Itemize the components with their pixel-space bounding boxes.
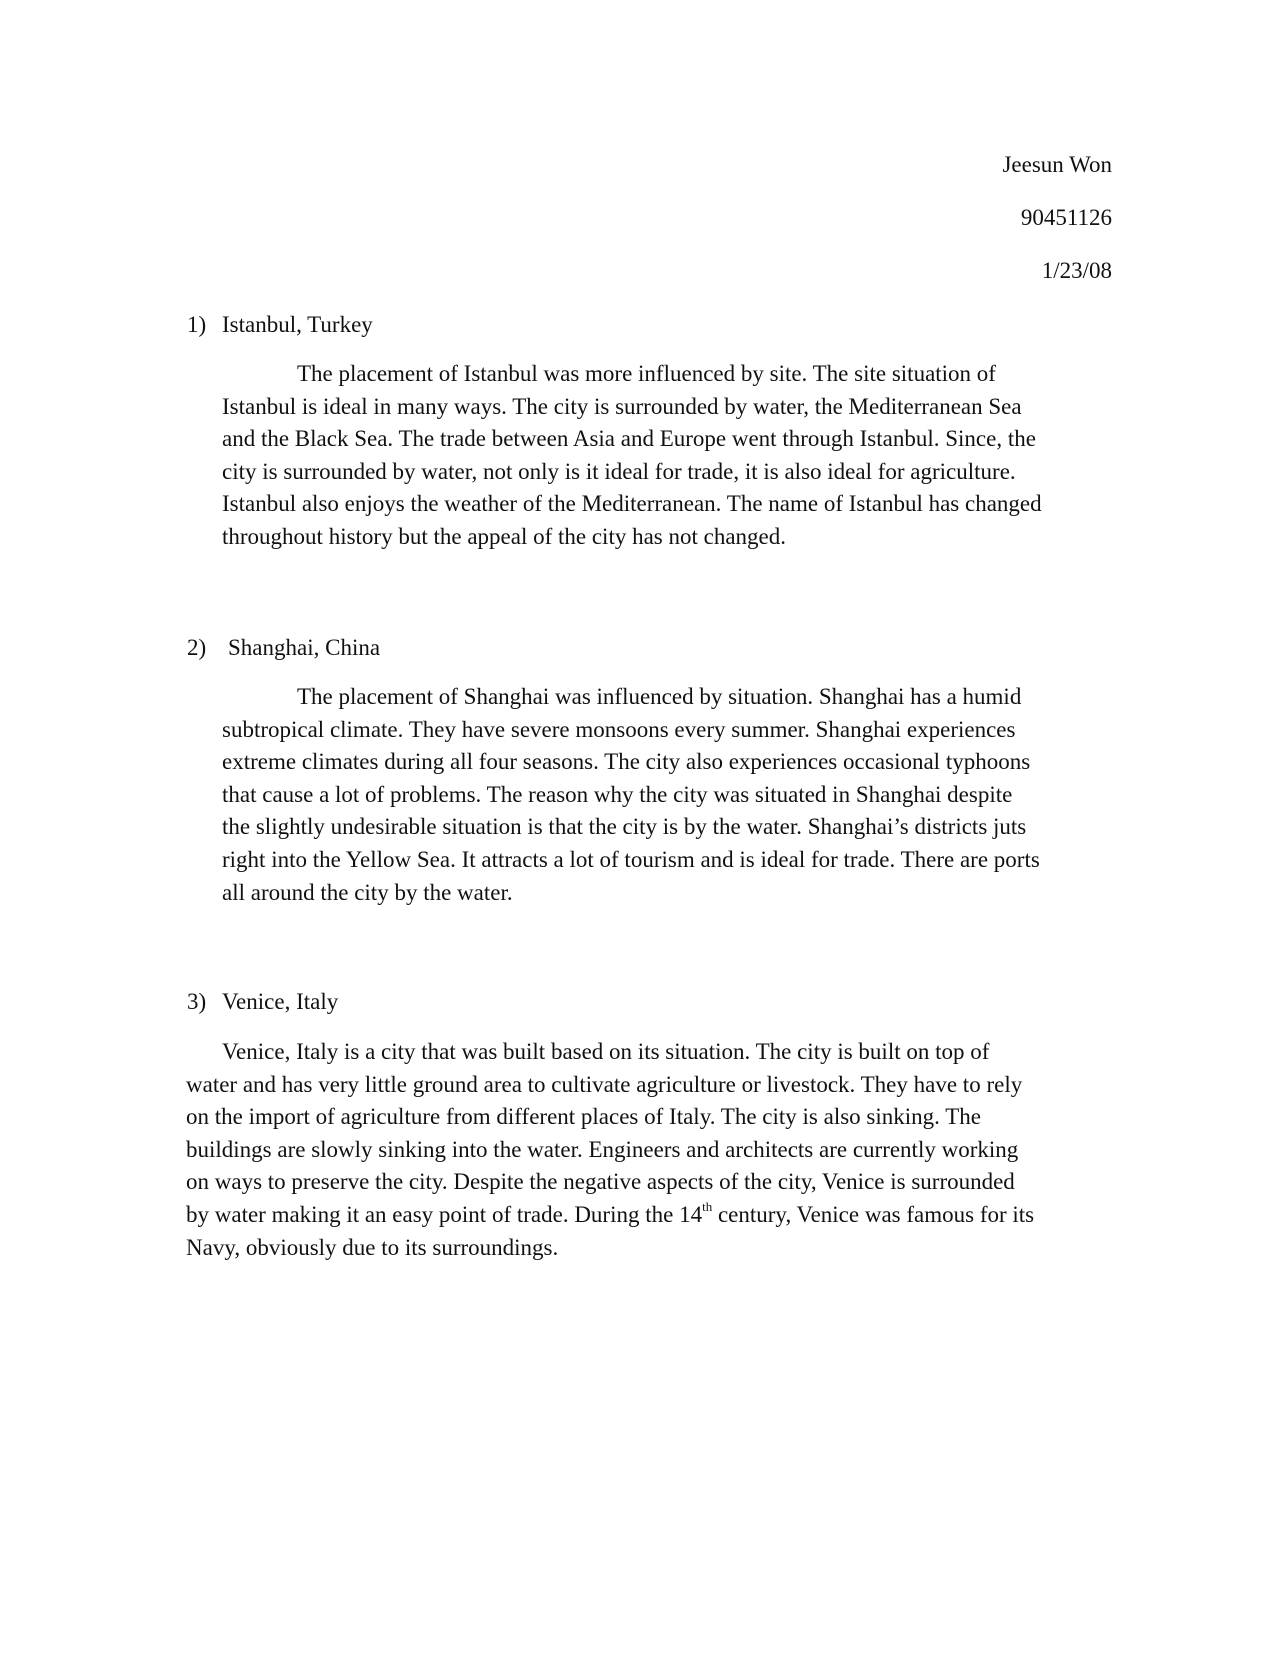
paragraph-line: and the Black Sea. The trade between Asia and Europe went through Istanbul. Since, the [222,426,1036,452]
section-2-number: 2) [187,635,207,660]
paragraph-line: subtropical climate. They have severe monsoons every summer. Shanghai experiences [222,716,1016,742]
paragraph-line: all around the city by the water. [222,879,513,905]
paragraph-line: water and has very little ground area to cultivate agriculture or livestock. They have to rely [186,1071,1023,1097]
paragraph-line: Istanbul is ideal in many ways. The city is surrounded by water, the Mediterranean Sea [222,393,1022,419]
paragraph-line: Istanbul also enjoys the weather of the Mediterranean. The name of Istanbul has changed [222,491,1042,517]
section-3-number: 3) [187,989,207,1014]
section-3-title: Venice, Italy [222,989,339,1014]
paragraph-line: the slightly undesirable situation is that the city is by the water. Shanghai’s districts juts [222,814,1027,840]
section-2-title: Shanghai, China [228,635,381,660]
ordinal-superscript: th [702,1199,713,1215]
paragraph-line: extreme climates during all four seasons. The city also experiences occasional typhoons [222,749,1031,775]
author-name: Jeesun Won [1002,152,1112,177]
section-1-number: 1) [187,312,207,337]
paragraph-line: Navy, obviously due to its surroundings. [186,1234,559,1260]
student-id: 90451126 [1020,205,1112,230]
paragraph-line: city is surrounded by water, not only is it ideal for trade, it is also ideal for agriculture. [222,458,1016,484]
line-text: century, Venice was famous for its [712,1201,1035,1227]
paragraph-line: Venice, Italy is a city that was built based on its situation. The city is built on top of [222,1039,990,1064]
paragraph-line: on the import of agriculture from different places of Italy. The city is also sinking. The [186,1104,981,1130]
paragraph-line: that cause a lot of problems. The reason why the city was situated in Shanghai despite [222,781,1013,807]
paragraph-line: right into the Yellow Sea. It attracts a lot of tourism and is ideal for trade. There are ports [222,846,1040,872]
section-2-paragraph [222,681,1040,909]
paragraph-line: The placement of Shanghai was influenced by situation. Shanghai has a humid [297,684,1022,709]
paragraph-line: buildings are slowly sinking into the water. Engineers and architects are currently working [186,1136,1019,1162]
paragraph-line: on ways to preserve the city. Despite the negative aspects of the city, Venice is surrounded [186,1169,1015,1195]
section-1-paragraph [222,358,1042,554]
section-3-paragraph [186,1036,1034,1264]
document-date: 1/23/08 [1041,258,1112,283]
paragraph-line: throughout history but the appeal of the city has not changed. [222,523,787,549]
paragraph-line-with-superscript [186,1199,1034,1232]
section-1-title: Istanbul, Turkey [222,312,373,337]
paragraph-line: The placement of Istanbul was more influenced by site. The site situation of [297,361,996,386]
line-text: by water making it an easy point of trade. During the 14 [186,1201,703,1227]
